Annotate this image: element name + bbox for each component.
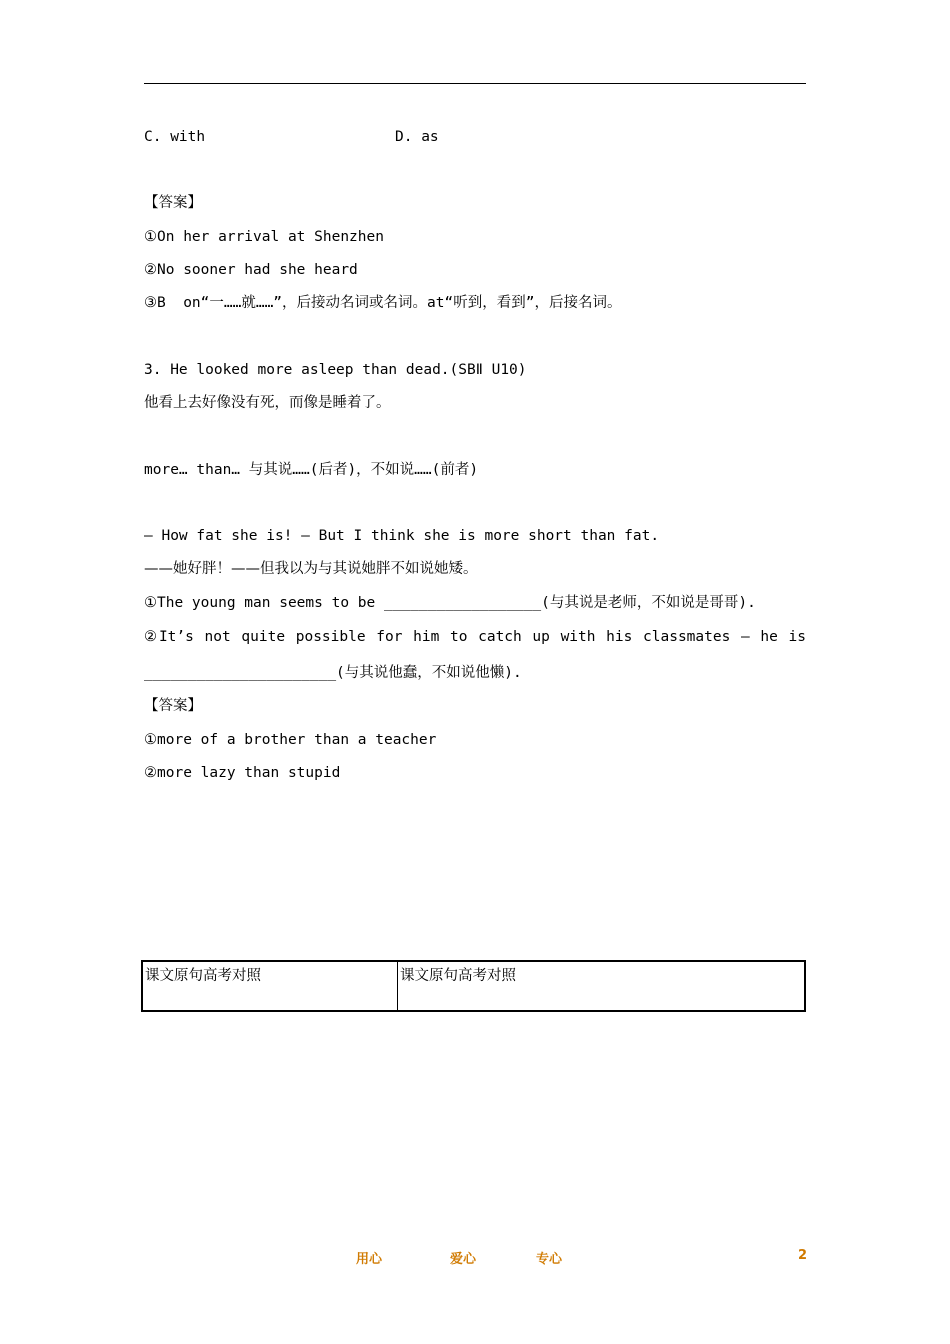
answer-heading: 【答案】 [144,195,202,211]
item-sentence: 3. He looked more asleep than dead.(SBⅡ U10) [144,362,527,378]
answer-line: ①On her arrival at Shenzhen [144,229,384,245]
page-number: 2 [798,1248,808,1263]
example-english: — How fat she is! — But I think she is more short than fat. [144,528,660,544]
table-header-left: 课文原句高考对照 [142,961,398,1011]
footer-word: 专心 [536,1252,563,1267]
example-chinese: ——她好胖！——但我以为与其说她胖不如说她矮。 [144,561,478,577]
answer-line: ②more lazy than stupid [144,765,341,781]
pattern-note: more… than… 与其说……(后者)，不如说……(前者) [144,462,479,478]
item-translation: 他看上去好像没有死，而像是睡着了。 [144,395,391,411]
answer-line: ③B on“一……就……”，后接动名词或名词。at“听到，看到”，后接名词。 [144,295,622,311]
option-d: D. as [395,129,439,145]
table-header-right: 课文原句高考对照 [398,961,806,1011]
option-c: C. with [144,129,206,145]
footer-word: 用心 [356,1252,383,1267]
answer-line: ①more of a brother than a teacher [144,732,437,748]
answer-heading: 【答案】 [144,698,202,714]
exercise-2-line2: ______________________(与其说他蠢，不如说他懒). [144,665,522,681]
footer-word: 爱心 [450,1252,477,1267]
exercise-2-line1: ②It’s not quite possible for him to catch up with his classmates — he is [144,629,806,645]
header-rule [144,83,806,84]
answer-line: ②No sooner had she heard [144,262,358,278]
exercise-1: ①The young man seems to be __________________(与其说是老师，不如说是哥哥). [144,595,756,611]
table-row [142,961,805,1011]
comparison-table [141,960,806,1012]
